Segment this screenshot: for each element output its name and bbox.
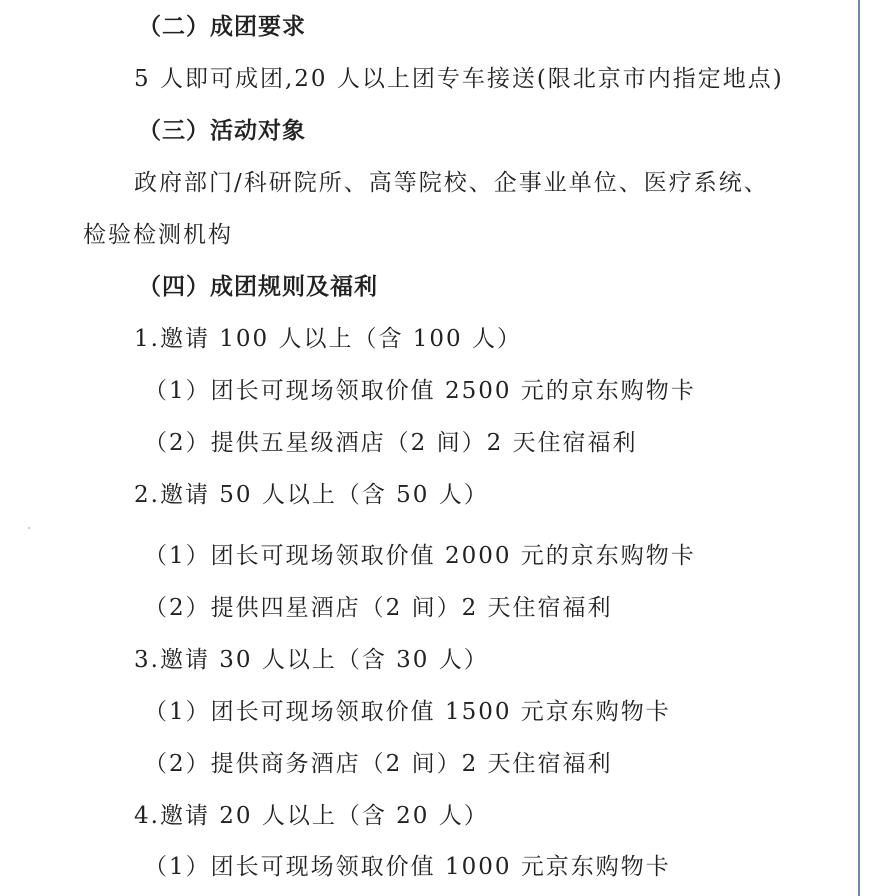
tier-title-4: 4.邀请 20 人以上（含 20 人）	[134, 803, 489, 829]
tier-4-benefit-1: （1）团长可现场领取价值 1000 元京东购物卡	[144, 854, 671, 880]
tier-3-benefit-2: （2）提供商务酒店（2 间）2 天住宿福利	[144, 751, 613, 777]
tier-title-2: 2.邀请 50 人以上（含 50 人）	[134, 482, 489, 508]
tier-1-benefit-2: （2）提供五星级酒店（2 间）2 天住宿福利	[144, 430, 638, 456]
audience-text-line1: 政府部门/科研院所、高等院校、企事业单位、医疗系统、	[134, 170, 769, 196]
tier-title-3: 3.邀请 30 人以上（含 30 人）	[134, 647, 489, 673]
scan-speck	[28, 527, 30, 529]
section-heading-rules: （四）成团规则及福利	[138, 274, 378, 300]
tier-1-benefit-1: （1）团长可现场领取价值 2500 元的京东购物卡	[144, 378, 696, 404]
requirements-text: 5 人即可成团,20 人以上团专车接送(限北京市内指定地点)	[134, 66, 784, 92]
tier-3-benefit-1: （1）团长可现场领取价值 1500 元京东购物卡	[144, 699, 671, 725]
tier-2-benefit-1: （1）团长可现场领取价值 2000 元的京东购物卡	[144, 543, 696, 569]
section-heading-requirements: （二）成团要求	[138, 14, 306, 40]
audience-text-line2: 检验检测机构	[83, 222, 233, 248]
tier-2-benefit-2: （2）提供四星酒店（2 间）2 天住宿福利	[144, 595, 613, 621]
section-heading-audience: （三）活动对象	[138, 118, 306, 144]
tier-title-1: 1.邀请 100 人以上（含 100 人）	[134, 326, 522, 352]
